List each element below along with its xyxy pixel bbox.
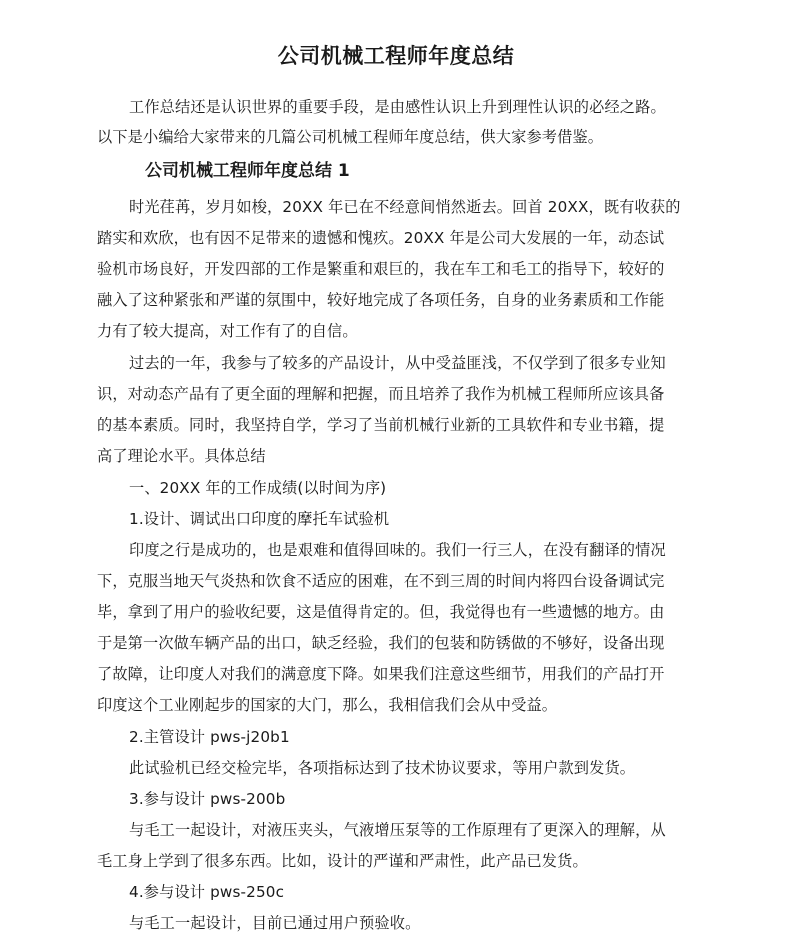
heading-1: 一、20XX 年的工作成绩(以时间为序) [129,479,387,497]
item3-title: 3.参与设计 pws-200b [129,790,286,808]
item1-body-line-4: 于是第一次做车辆产品的出口，缺乏经验，我们的包装和防锈做的不够好，设备出现 [97,634,665,652]
para1-line-4: 融入了这种紧张和严谨的氛围中，较好地完成了各项任务，自身的业务素质和工作能 [97,291,665,309]
section-title: 公司机械工程师年度总结 1 [145,161,350,181]
para2-line-4: 高了理论水平。具体总结 [97,447,266,465]
para2-line-3: 的基本素质。同时，我坚持自学，学习了当前机械行业新的工具软件和专业书籍，提 [97,416,665,434]
para1-line-2: 踏实和欢欣，也有因不足带来的遗憾和愧疚。20XX 年是公司大发展的一年，动态试 [97,229,665,247]
item2-body: 此试验机已经交检完毕，各项指标达到了技术协议要求，等用户款到发货。 [129,759,636,777]
para1-line-3: 验机市场良好，开发四部的工作是繁重和艰巨的，我在车工和毛工的指导下，较好的 [97,260,665,278]
item1-body-line-6: 印度这个工业刚起步的国家的大门，那么，我相信我们会从中受益。 [97,696,558,714]
item2-title: 2.主管设计 pws-j20b1 [129,728,290,746]
para1-line-1: 时光荏苒，岁月如梭，20XX 年已在不经意间悄然逝去。回首 20XX，既有收获的 [129,198,681,216]
item4-body: 与毛工一起设计，目前已通过用户预验收。 [129,914,421,932]
item1-body-line-3: 毕，拿到了用户的验收纪要，这是值得肯定的。但，我觉得也有一些遗憾的地方。由 [97,603,665,621]
item3-body-line-1: 与毛工一起设计，对液压夹头，气液增压泵等的工作原理有了更深入的理解，从 [129,821,666,839]
item4-title: 4.参与设计 pws-250c [129,883,285,901]
item1-body-line-1: 印度之行是成功的，也是艰难和值得回味的。我们一行三人，在没有翻译的情况 [129,541,666,559]
item1-body-line-2: 下，克服当地天气炎热和饮食不适应的困难，在不到三周的时间内将四台设备调试完 [97,572,665,590]
item1-body-line-5: 了故障，让印度人对我们的满意度下降。如果我们注意这些细节，用我们的产品打开 [97,665,665,683]
document-title: 公司机械工程师年度总结 [277,44,515,68]
intro-line-1: 工作总结还是认识世界的重要手段，是由感性认识上升到理性认识的必经之路。 [129,98,666,116]
item3-body-line-2: 毛工身上学到了很多东西。比如，设计的严谨和严肃性，此产品已发货。 [97,852,588,870]
item1-title: 1.设计、调试出口印度的摩托车试验机 [129,510,390,528]
para2-line-2: 识，对动态产品有了更全面的理解和把握，而且培养了我作为机械工程师所应该具备 [97,385,665,403]
intro-line-2: 以下是小编给大家带来的几篇公司机械工程师年度总结，供大家参考借鉴。 [97,128,604,146]
para1-line-5: 力有了较大提高，对工作有了的自信。 [97,322,358,340]
para2-line-1: 过去的一年，我参与了较多的产品设计，从中受益匪浅，不仅学到了很多专业知 [129,354,666,372]
